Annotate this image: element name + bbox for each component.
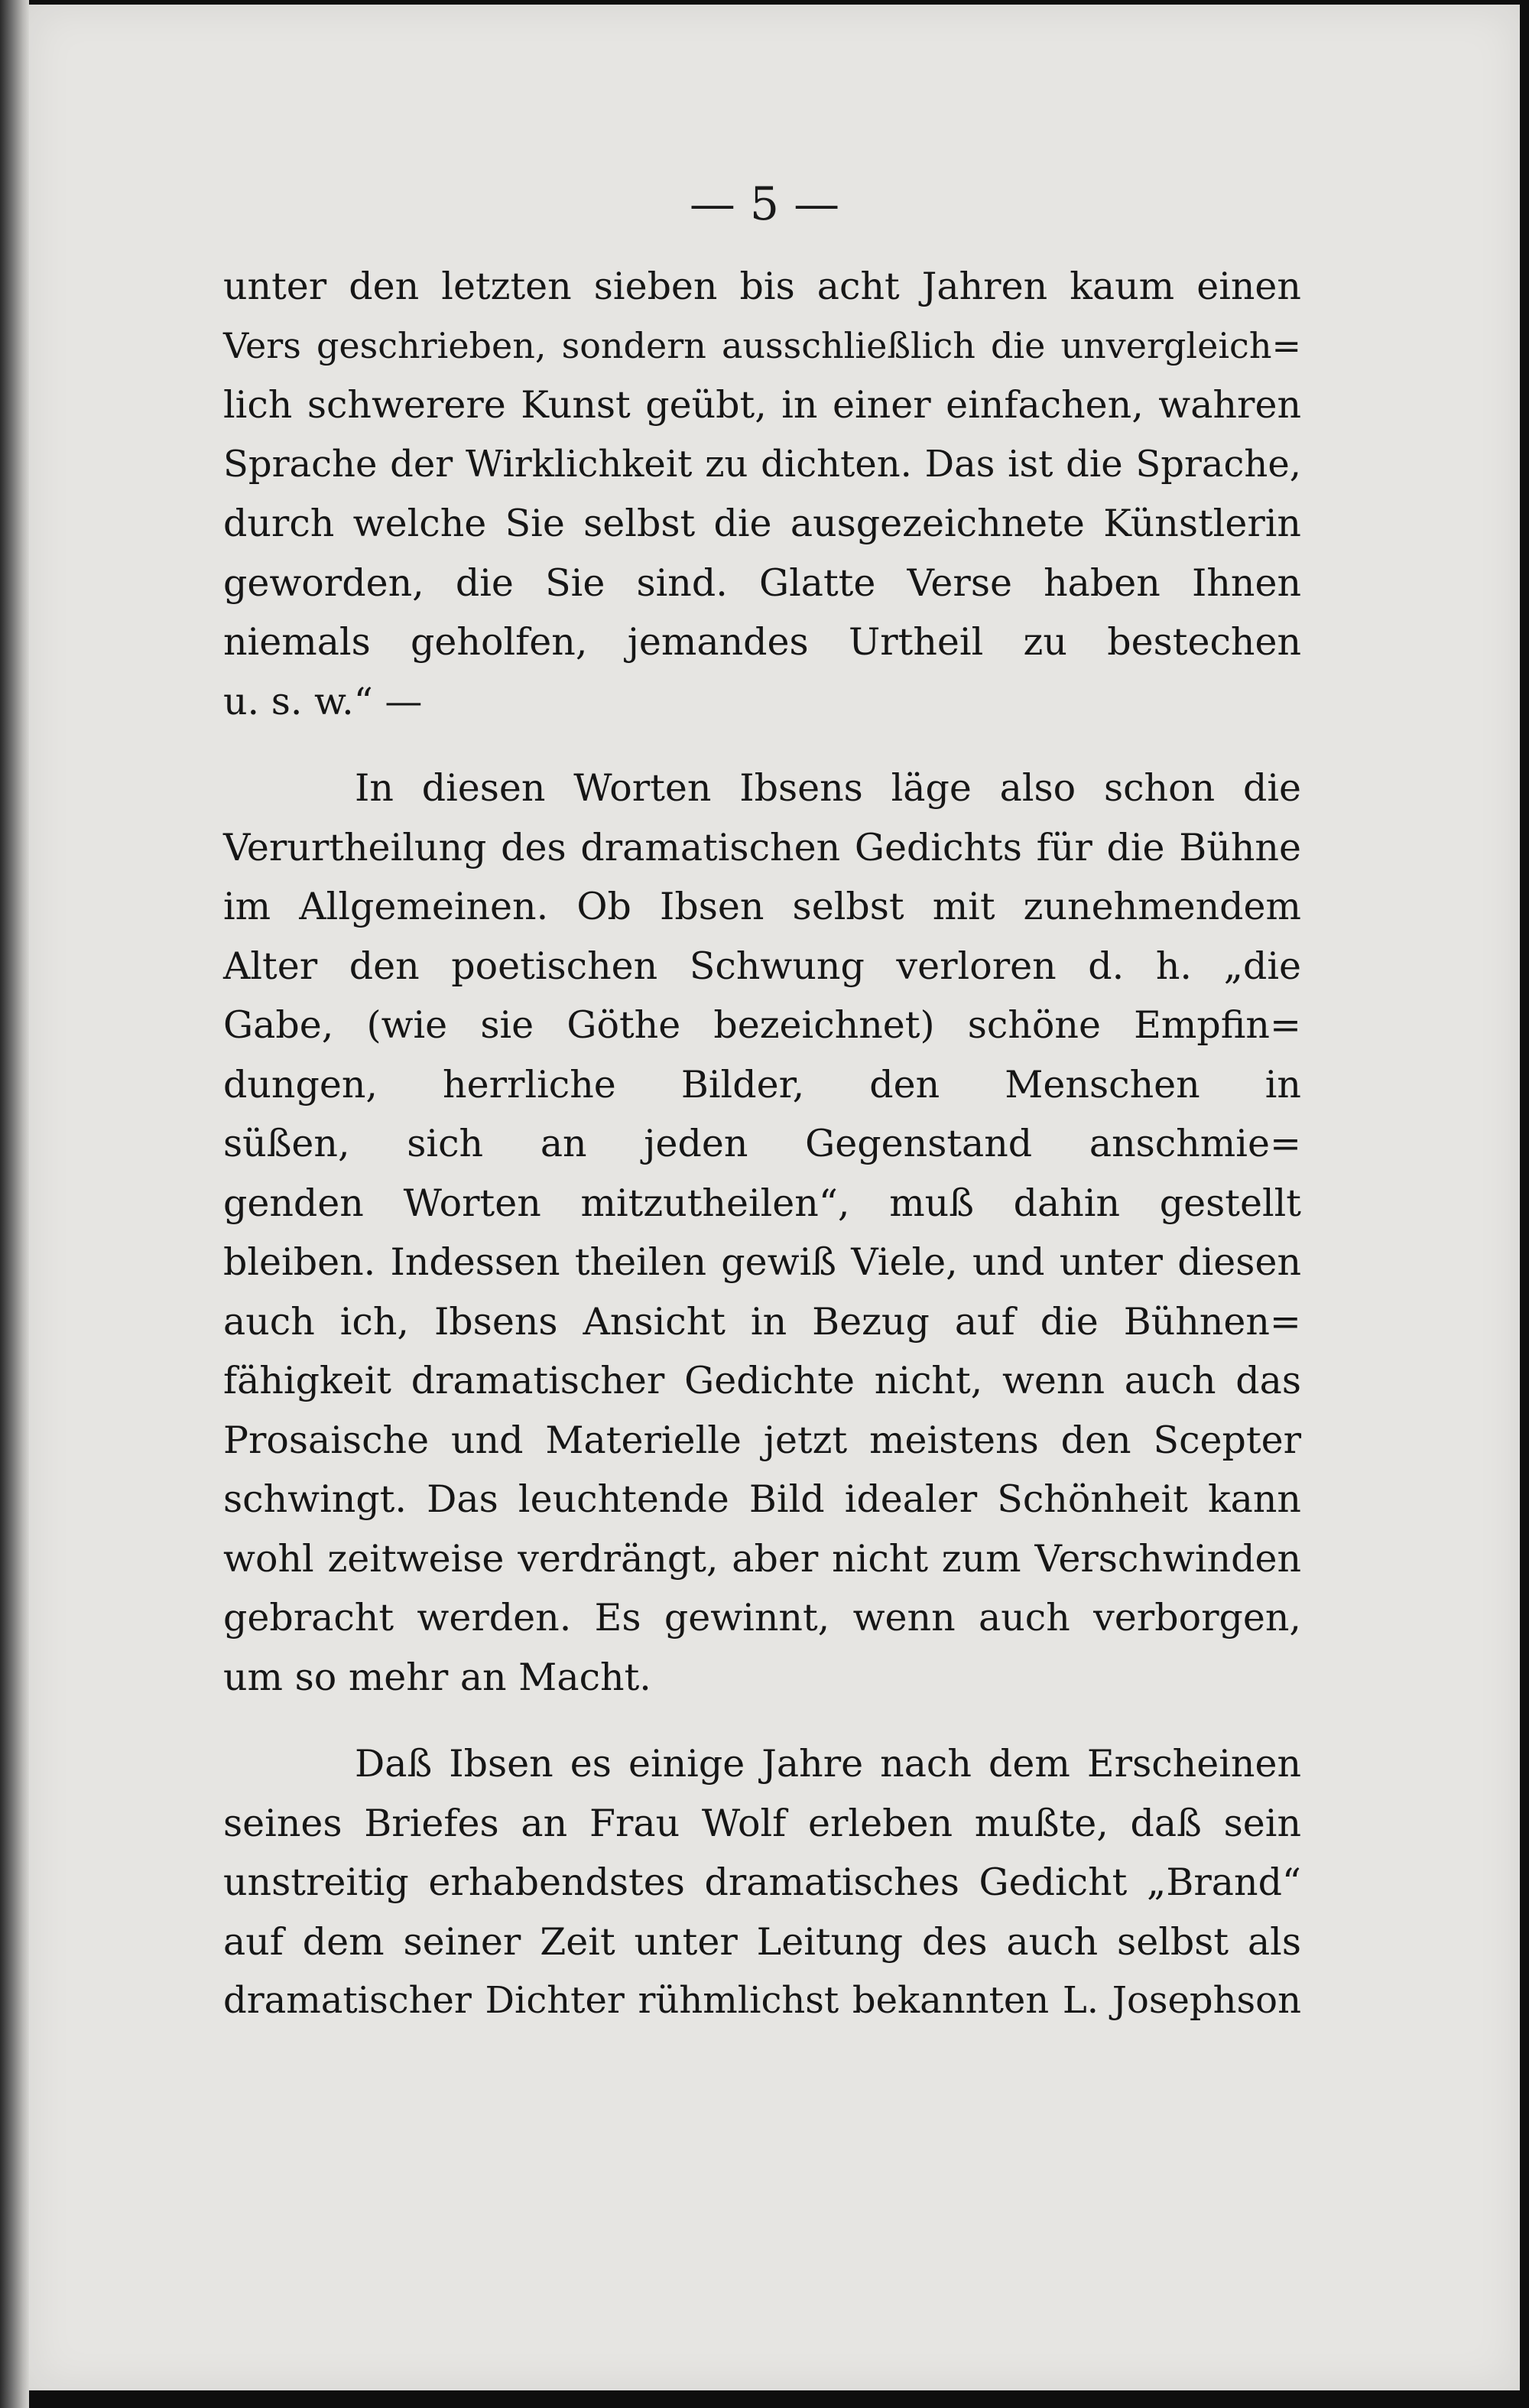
text-line: unstreitig erhabendstes dramatisches Gedicht „Brand“ xyxy=(223,1860,1301,1904)
text-line: niemals geholfen, jemandes Urtheil zu bestechen xyxy=(223,620,1301,664)
paragraph-2 xyxy=(223,759,1301,1707)
text-line: u. s. w.“ — xyxy=(223,679,423,723)
text-line: im Allgemeinen. Ob Ibsen selbst mit zunehmendem xyxy=(223,885,1301,928)
text-line: Vers geschrieben, sondern ausschließlich die unvergleich= xyxy=(223,324,1301,366)
text-line: süßen, sich an jeden Gegenstand anschmie= xyxy=(223,1122,1301,1165)
text-line: seines Briefes an Frau Wolf erleben mußte, daß sein xyxy=(223,1801,1301,1845)
text-line: dungen, herrliche Bilder, den Menschen in xyxy=(223,1062,1301,1107)
text-line: geworden, die Sie sind. Glatte Verse haben Ihnen xyxy=(223,561,1301,605)
paragraph-gap xyxy=(223,731,1301,759)
paragraph-1 xyxy=(223,257,1301,731)
text-line: durch welche Sie selbst die ausgezeichnete Künstlerin xyxy=(223,502,1301,545)
text-line: In diesen Worten Ibsens läge also schon die xyxy=(355,766,1301,810)
text-line: auf dem seiner Zeit unter Leitung des auch selbst als xyxy=(223,1919,1301,1964)
text-line: Verurtheilung des dramatischen Gedichts für die Bühne xyxy=(223,825,1301,869)
text-line: bleiben. Indessen theilen gewiß Viele, und unter diesen xyxy=(223,1240,1301,1284)
text-line: unter den letzten sieben bis acht Jahren kaum einen xyxy=(223,265,1301,308)
text-line: schwingt. Das leuchtende Bild idealer Schönheit kann xyxy=(223,1477,1301,1521)
body-text xyxy=(223,257,1301,2031)
text-line: Gabe, (wie sie Göthe bezeichnet) schöne Empfin= xyxy=(223,1003,1301,1047)
text-line: lich schwerere Kunst geübt, in einer einfachen, wahren xyxy=(223,383,1301,427)
book-spine-shadow xyxy=(0,0,29,2408)
text-line: Alter den poetischen Schwung verloren d. h. „die xyxy=(223,944,1301,988)
text-line: um so mehr an Macht. xyxy=(223,1655,651,1699)
text-line: Sprache der Wirklichkeit zu dichten. Das ist die Sprache, xyxy=(223,442,1301,486)
page-number: — 5 — xyxy=(689,177,840,231)
text-line: genden Worten mitzutheilen“, muß dahin gestellt xyxy=(223,1181,1301,1225)
text-line: Daß Ibsen es einige Jahre nach dem Erscheinen xyxy=(355,1742,1301,1786)
text-line: gebracht werden. Es gewinnt, wenn auch verborgen, xyxy=(223,1596,1301,1639)
text-line: wohl zeitweise verdrängt, aber nicht zum Verschwinden xyxy=(223,1536,1301,1581)
text-line: fähigkeit dramatischer Gedichte nicht, wenn auch das xyxy=(223,1359,1301,1402)
text-line: auch ich, Ibsens Ansicht in Bezug auf die Bühnen= xyxy=(223,1299,1301,1344)
paragraph-gap xyxy=(223,1707,1301,1734)
text-line: Prosaische und Materielle jetzt meistens den Scepter xyxy=(223,1418,1301,1462)
text-line: dramatischer Dichter rühmlichst bekannten L. Josephson xyxy=(223,1979,1301,2022)
paragraph-3 xyxy=(223,1734,1301,2031)
